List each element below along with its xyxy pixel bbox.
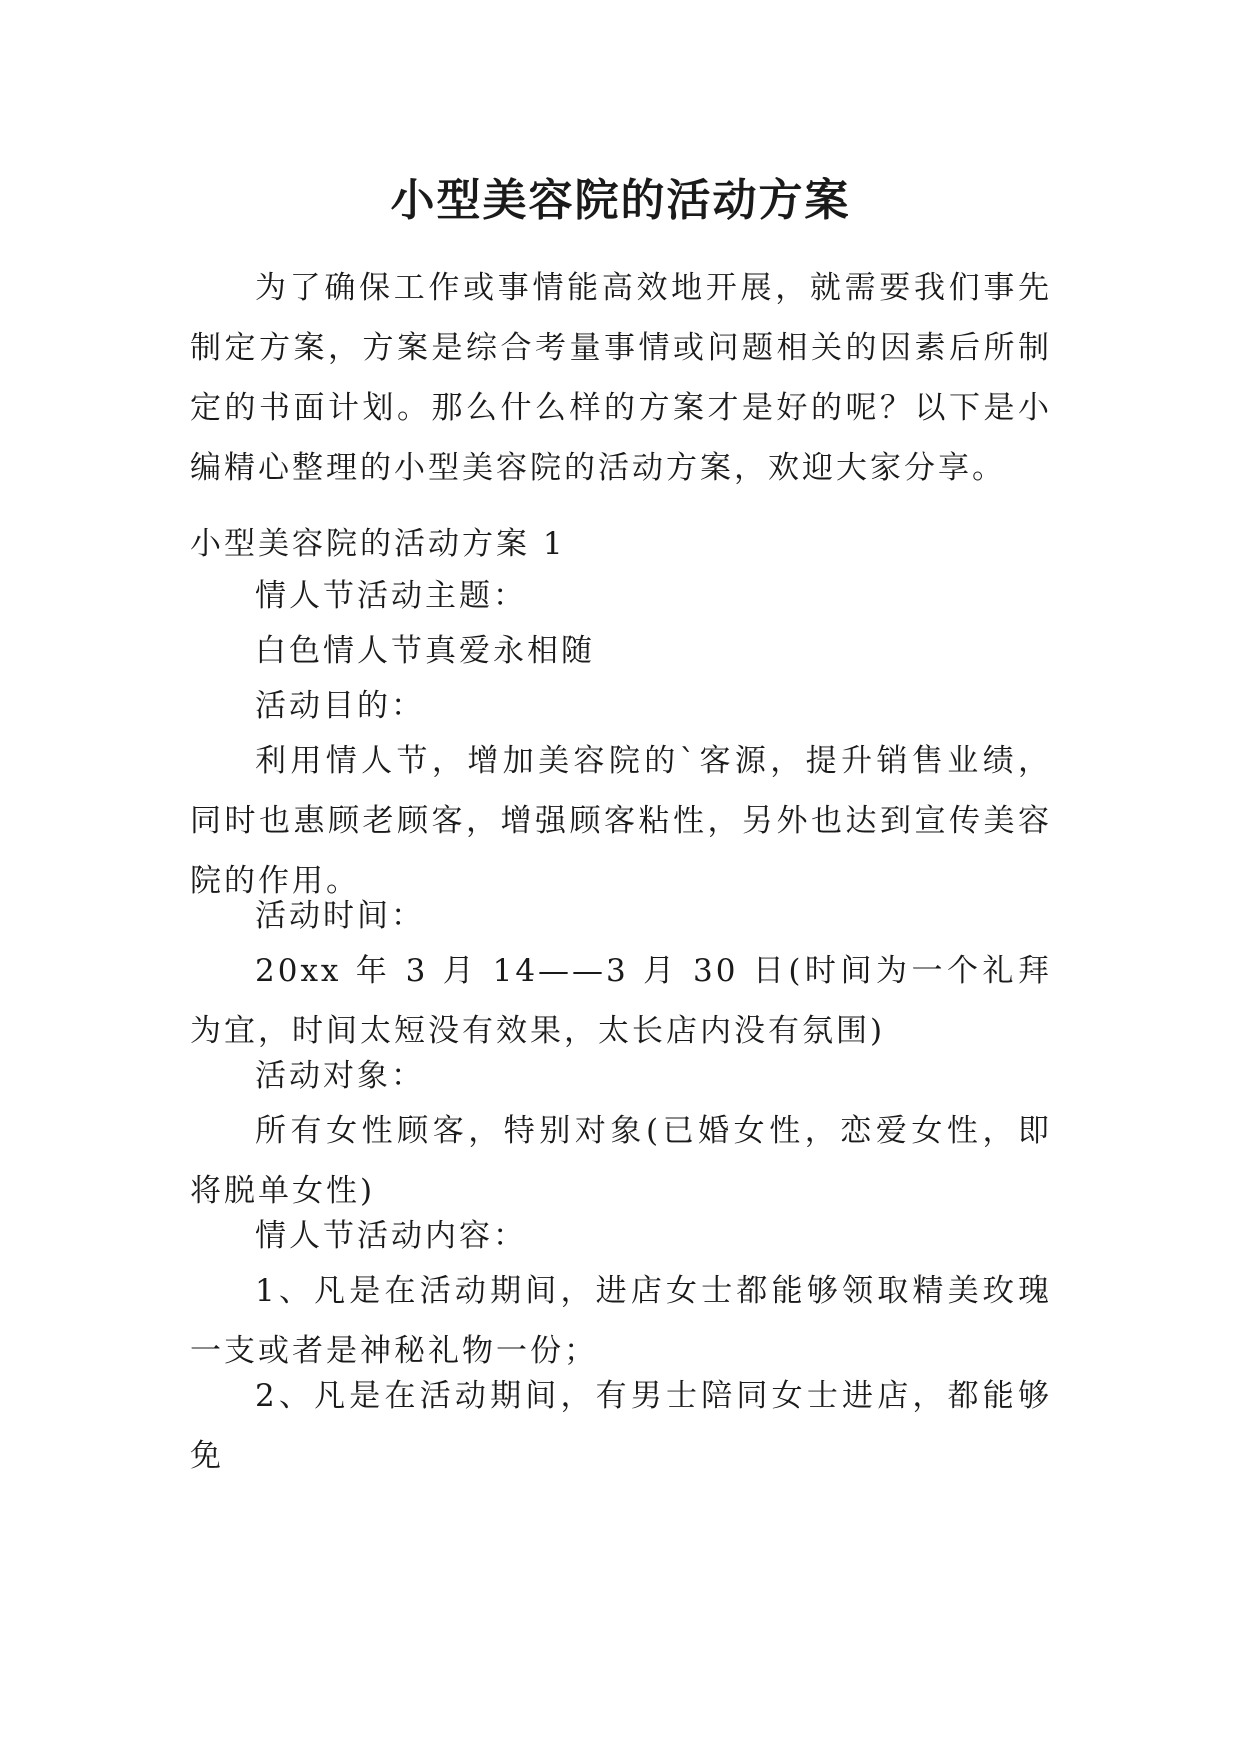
paragraph-time-label: 活动时间：	[255, 898, 425, 934]
intro-paragraph: 为了确保工作或事情能高效地开展，就需要我们事先制定方案，方案是综合考量事情或问题相关的因素后所制定的书面计划。那么什么样的方案才是好的呢？以下是小编精心整理的小型美容院的活动方案，欢迎大家分享。	[190, 270, 1052, 486]
paragraph-purpose: 利用情人节，增加美容院的`客源，提升销售业绩，同时也惠顾老顾客，增强顾客粘性，另外也达到宣传美容院的作用。	[190, 743, 1052, 899]
paragraph-theme: 白色情人节真爱永相随	[255, 633, 595, 669]
paragraph-audience: 所有女性顾客，特别对象(已婚女性，恋爱女性，即将脱单女性)	[190, 1113, 1052, 1209]
paragraph-theme-label: 情人节活动主题：	[255, 578, 527, 614]
document-title: 小型美容院的活动方案	[390, 175, 851, 227]
paragraph-audience-label: 活动对象：	[255, 1058, 425, 1094]
paragraph-item-2: 2、凡是在活动期间，有男士陪同女士进店，都能够免	[190, 1378, 1052, 1474]
section-heading: 小型美容院的活动方案 1	[190, 526, 566, 562]
paragraph-item-1: 1、凡是在活动期间，进店女士都能够领取精美玫瑰一支或者是神秘礼物一份；	[190, 1273, 1052, 1369]
paragraph-time: 20xx 年 3 月 14——3 月 30 日(时间为一个礼拜为宜，时间太短没有效果，太长店内没有氛围)	[190, 953, 1052, 1049]
paragraph-content-label: 情人节活动内容：	[255, 1218, 527, 1254]
paragraph-purpose-label: 活动目的：	[255, 688, 425, 724]
